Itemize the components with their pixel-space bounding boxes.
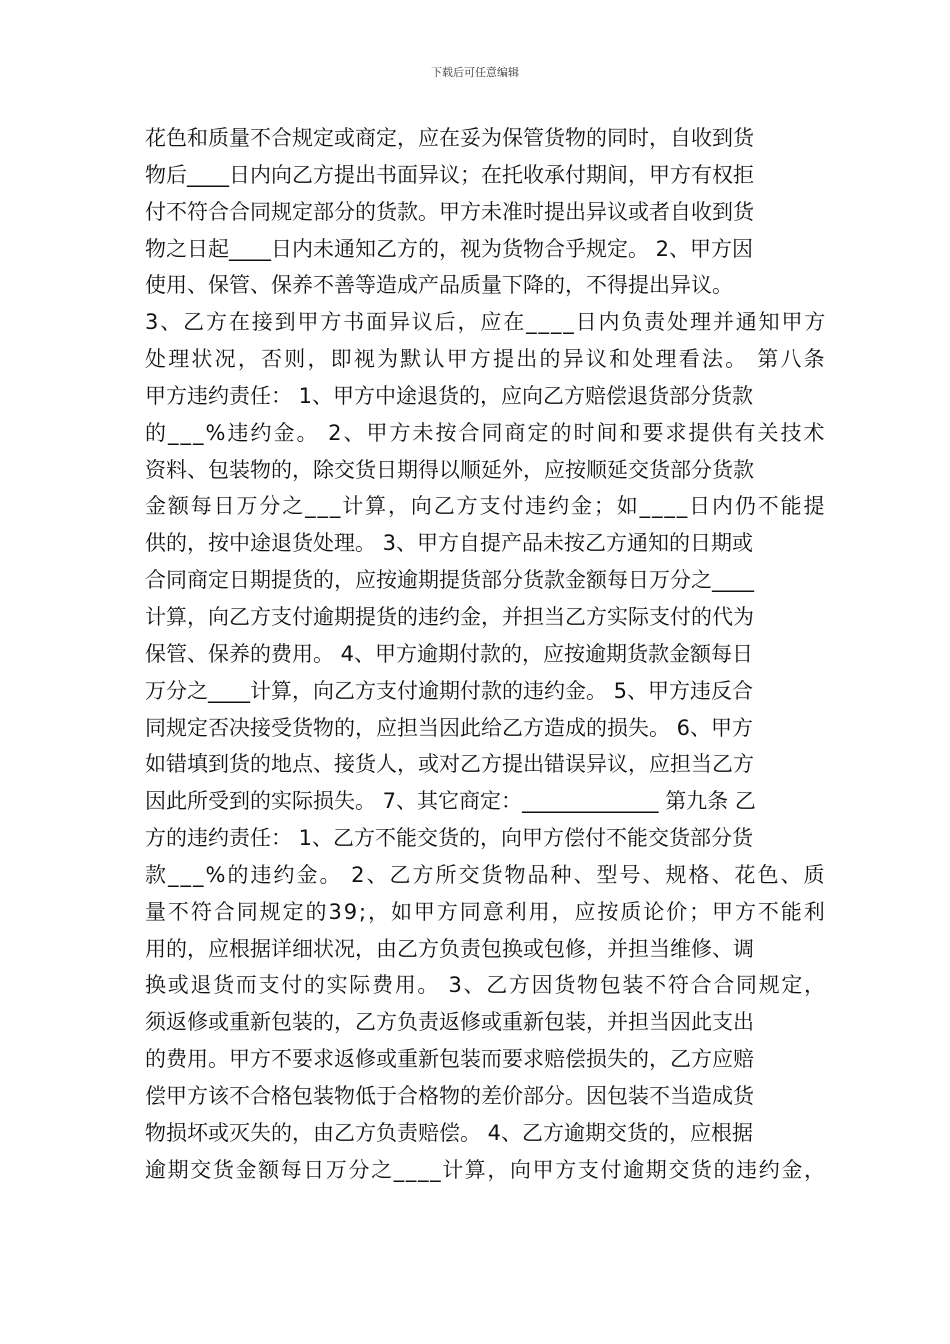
body-line: 甲方违约责任： 1、甲方中途退货的，应向乙方赔偿退货部分货款 [145,383,754,408]
body-line: 款___%的违约金。 2、乙方所交货物品种、型号、规格、花色、质 [145,862,827,887]
body-line: 计算，向乙方支付逾期提货的违约金，并担当乙方实际支付的代为 [145,604,754,629]
body-line: 处理状况，否则，即视为默认甲方提出的异议和处理看法。 第八条 [145,347,827,372]
body-line: 物损坏或灭失的，由乙方负责赔偿。 4、乙方逾期交货的，应根据 [145,1120,754,1145]
body-line: 使用、保管、保养不善等造成产品质量下降的，不得提出异议。 [145,273,733,298]
body-line: 供的，按中途退货处理。 3、甲方自提产品未按乙方通知的日期或 [145,531,754,556]
body-line: 逾期交货金额每日万分之____计算，向甲方支付逾期交货的违约金， [145,1157,827,1182]
page-header: 下载后可任意编辑 [431,66,519,79]
body-line: 偿甲方该不合格包装物低于合格物的差价部分。因包装不当造成货 [145,1083,754,1108]
body-line: 因此所受到的实际损失。 7、其它商定：_____________ 第九条 乙 [145,789,756,814]
body-line: 如错填到货的地点、接货人，或对乙方提出错误异议，应担当乙方 [145,752,754,777]
document-body [145,120,828,1188]
body-line: 花色和质量不合规定或商定，应在妥为保管货物的同时，自收到货 [145,126,754,150]
body-line: 物后____日内向乙方提出书面异议；在托收承付期间，甲方有权拒 [145,162,754,187]
body-line: 换或退货而支付的实际费用。 3、乙方因货物包装不符合合同规定， [145,973,827,998]
body-line: 金额每日万分之___计算，向乙方支付违约金；如____日内仍不能提 [145,494,827,519]
body-line: 物之日起____日内未通知乙方的，视为货物合乎规定。 2、甲方因 [145,236,754,261]
body-line: 同规定否决接受货物的，应担当因此给乙方造成的损失。 6、甲方 [145,715,754,740]
body-line: 用的，应根据详细状况，由乙方负责包换或包修，并担当维修、调 [145,936,754,961]
body-line: 付不符合合同规定部分的货款。甲方未准时提出异议或者自收到货 [145,199,754,224]
body-line: 的费用。甲方不要求返修或重新包装而要求赔偿损失的，乙方应赔 [145,1047,754,1072]
body-line: 的___%违约金。 2、甲方未按合同商定的时间和要求提供有关技术 [145,420,827,445]
body-line: 合同商定日期提货的，应按逾期提货部分货款金额每日万分之____ [145,568,754,593]
body-line: 须返修或重新包装的，乙方负责返修或重新包装，并担当因此支出 [145,1010,754,1035]
body-line: 方的违约责任： 1、乙方不能交货的，向甲方偿付不能交货部分货 [145,826,754,851]
body-line: 保管、保养的费用。 4、甲方逾期付款的，应按逾期货款金额每日 [145,641,754,666]
body-line: 3、乙方在接到甲方书面异议后，应在____日内负责处理并通知甲方 [145,310,828,335]
body-line: 万分之____计算，向乙方支付逾期付款的违约金。 5、甲方违反合 [145,678,754,703]
body-line: 资料、包装物的，除交货日期得以顺延外，应按顺延交货部分货款 [145,457,754,482]
body-line: 量不符合同规定的39;，如甲方同意利用，应按质论价；甲方不能利 [145,899,827,924]
